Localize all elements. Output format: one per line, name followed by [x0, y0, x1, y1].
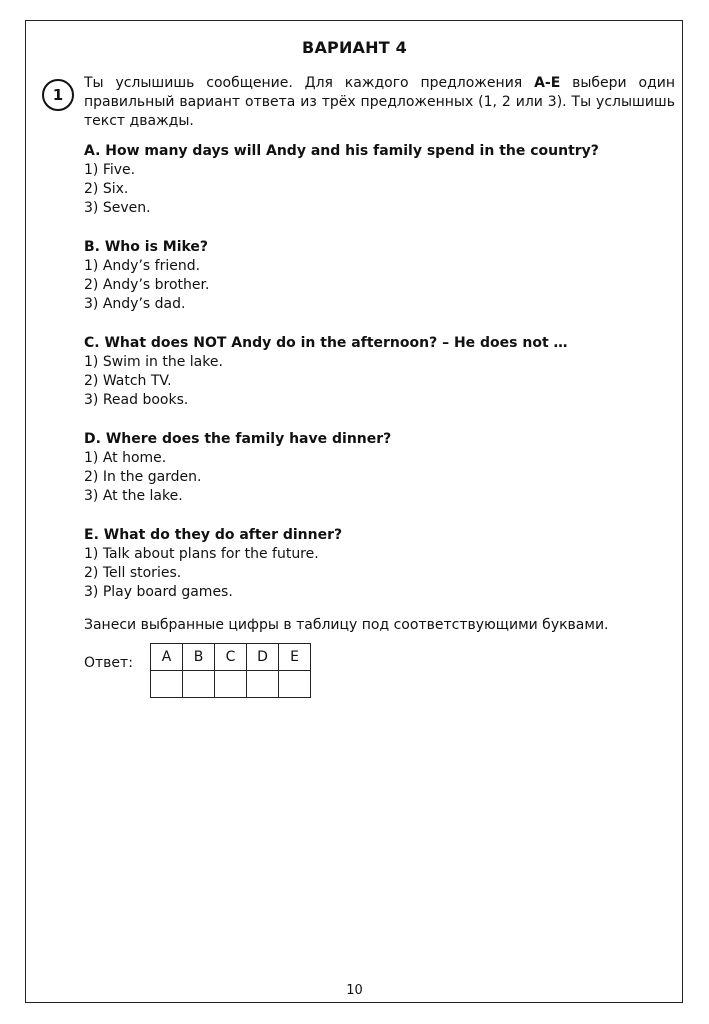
instruction-letters: А-Е	[534, 75, 561, 91]
answer-option: 1) At home.	[84, 450, 167, 466]
answer-cell-d[interactable]	[247, 671, 279, 698]
question-a	[84, 141, 674, 218]
answer-option: 2) Six.	[84, 181, 129, 197]
question-text: B. Who is Mike?	[84, 239, 209, 255]
instruction-text-end: выбери один правильный вариант ответа из трёх предложенных (1, 2 или 3). Ты услышишь текст дважды.	[84, 75, 675, 129]
question-text: C. What does NOT Andy do in the afternoon? – He does not …	[84, 335, 568, 351]
answer-column-header: B	[183, 644, 215, 671]
answer-cell-a[interactable]	[151, 671, 183, 698]
answer-cell-e[interactable]	[279, 671, 311, 698]
answer-table-header-row	[151, 644, 311, 671]
answer-column-header: A	[151, 644, 183, 671]
answer-option: 2) Watch TV.	[84, 373, 172, 389]
answer-option: 2) Tell stories.	[84, 565, 182, 581]
answer-option: 2) Andy’s brother.	[84, 277, 210, 293]
answer-option: 2) In the garden.	[84, 469, 202, 485]
question-text: D. Where does the family have dinner?	[84, 431, 392, 447]
answer-column-header: D	[247, 644, 279, 671]
table-instruction: Занеси выбранные цифры в таблицу под соответствующими буквами.	[84, 617, 609, 633]
answer-option: 3) At the lake.	[84, 488, 183, 504]
answer-option: 1) Five.	[84, 162, 136, 178]
page-number: 10	[346, 983, 363, 998]
answer-column-header: E	[279, 644, 311, 671]
task-instruction	[84, 74, 675, 131]
instruction-text-start: Ты услышишь сообщение. Для каждого предложения	[84, 75, 535, 91]
answer-option: 1) Andy’s friend.	[84, 258, 201, 274]
answer-option: 1) Talk about plans for the future.	[84, 546, 319, 562]
answer-option: 3) Seven.	[84, 200, 151, 216]
question-c	[84, 333, 674, 410]
task-number-badge: 1	[42, 79, 74, 111]
questions-list	[84, 141, 674, 621]
page-title: ВАРИАНТ 4	[302, 38, 407, 57]
question-b	[84, 237, 674, 314]
answer-option: 3) Play board games.	[84, 584, 233, 600]
answer-cell-c[interactable]	[215, 671, 247, 698]
question-text: A. How many days will Andy and his family spend in the country?	[84, 143, 599, 159]
answer-cell-b[interactable]	[183, 671, 215, 698]
answer-option: 3) Read books.	[84, 392, 189, 408]
answer-label: Ответ:	[84, 655, 133, 671]
answer-table	[150, 643, 311, 698]
answer-table-input-row	[151, 671, 311, 698]
answer-option: 1) Swim in the lake.	[84, 354, 223, 370]
question-e	[84, 525, 674, 602]
question-d	[84, 429, 674, 506]
answer-column-header: C	[215, 644, 247, 671]
question-text: E. What do they do after dinner?	[84, 527, 343, 543]
answer-option: 3) Andy’s dad.	[84, 296, 186, 312]
